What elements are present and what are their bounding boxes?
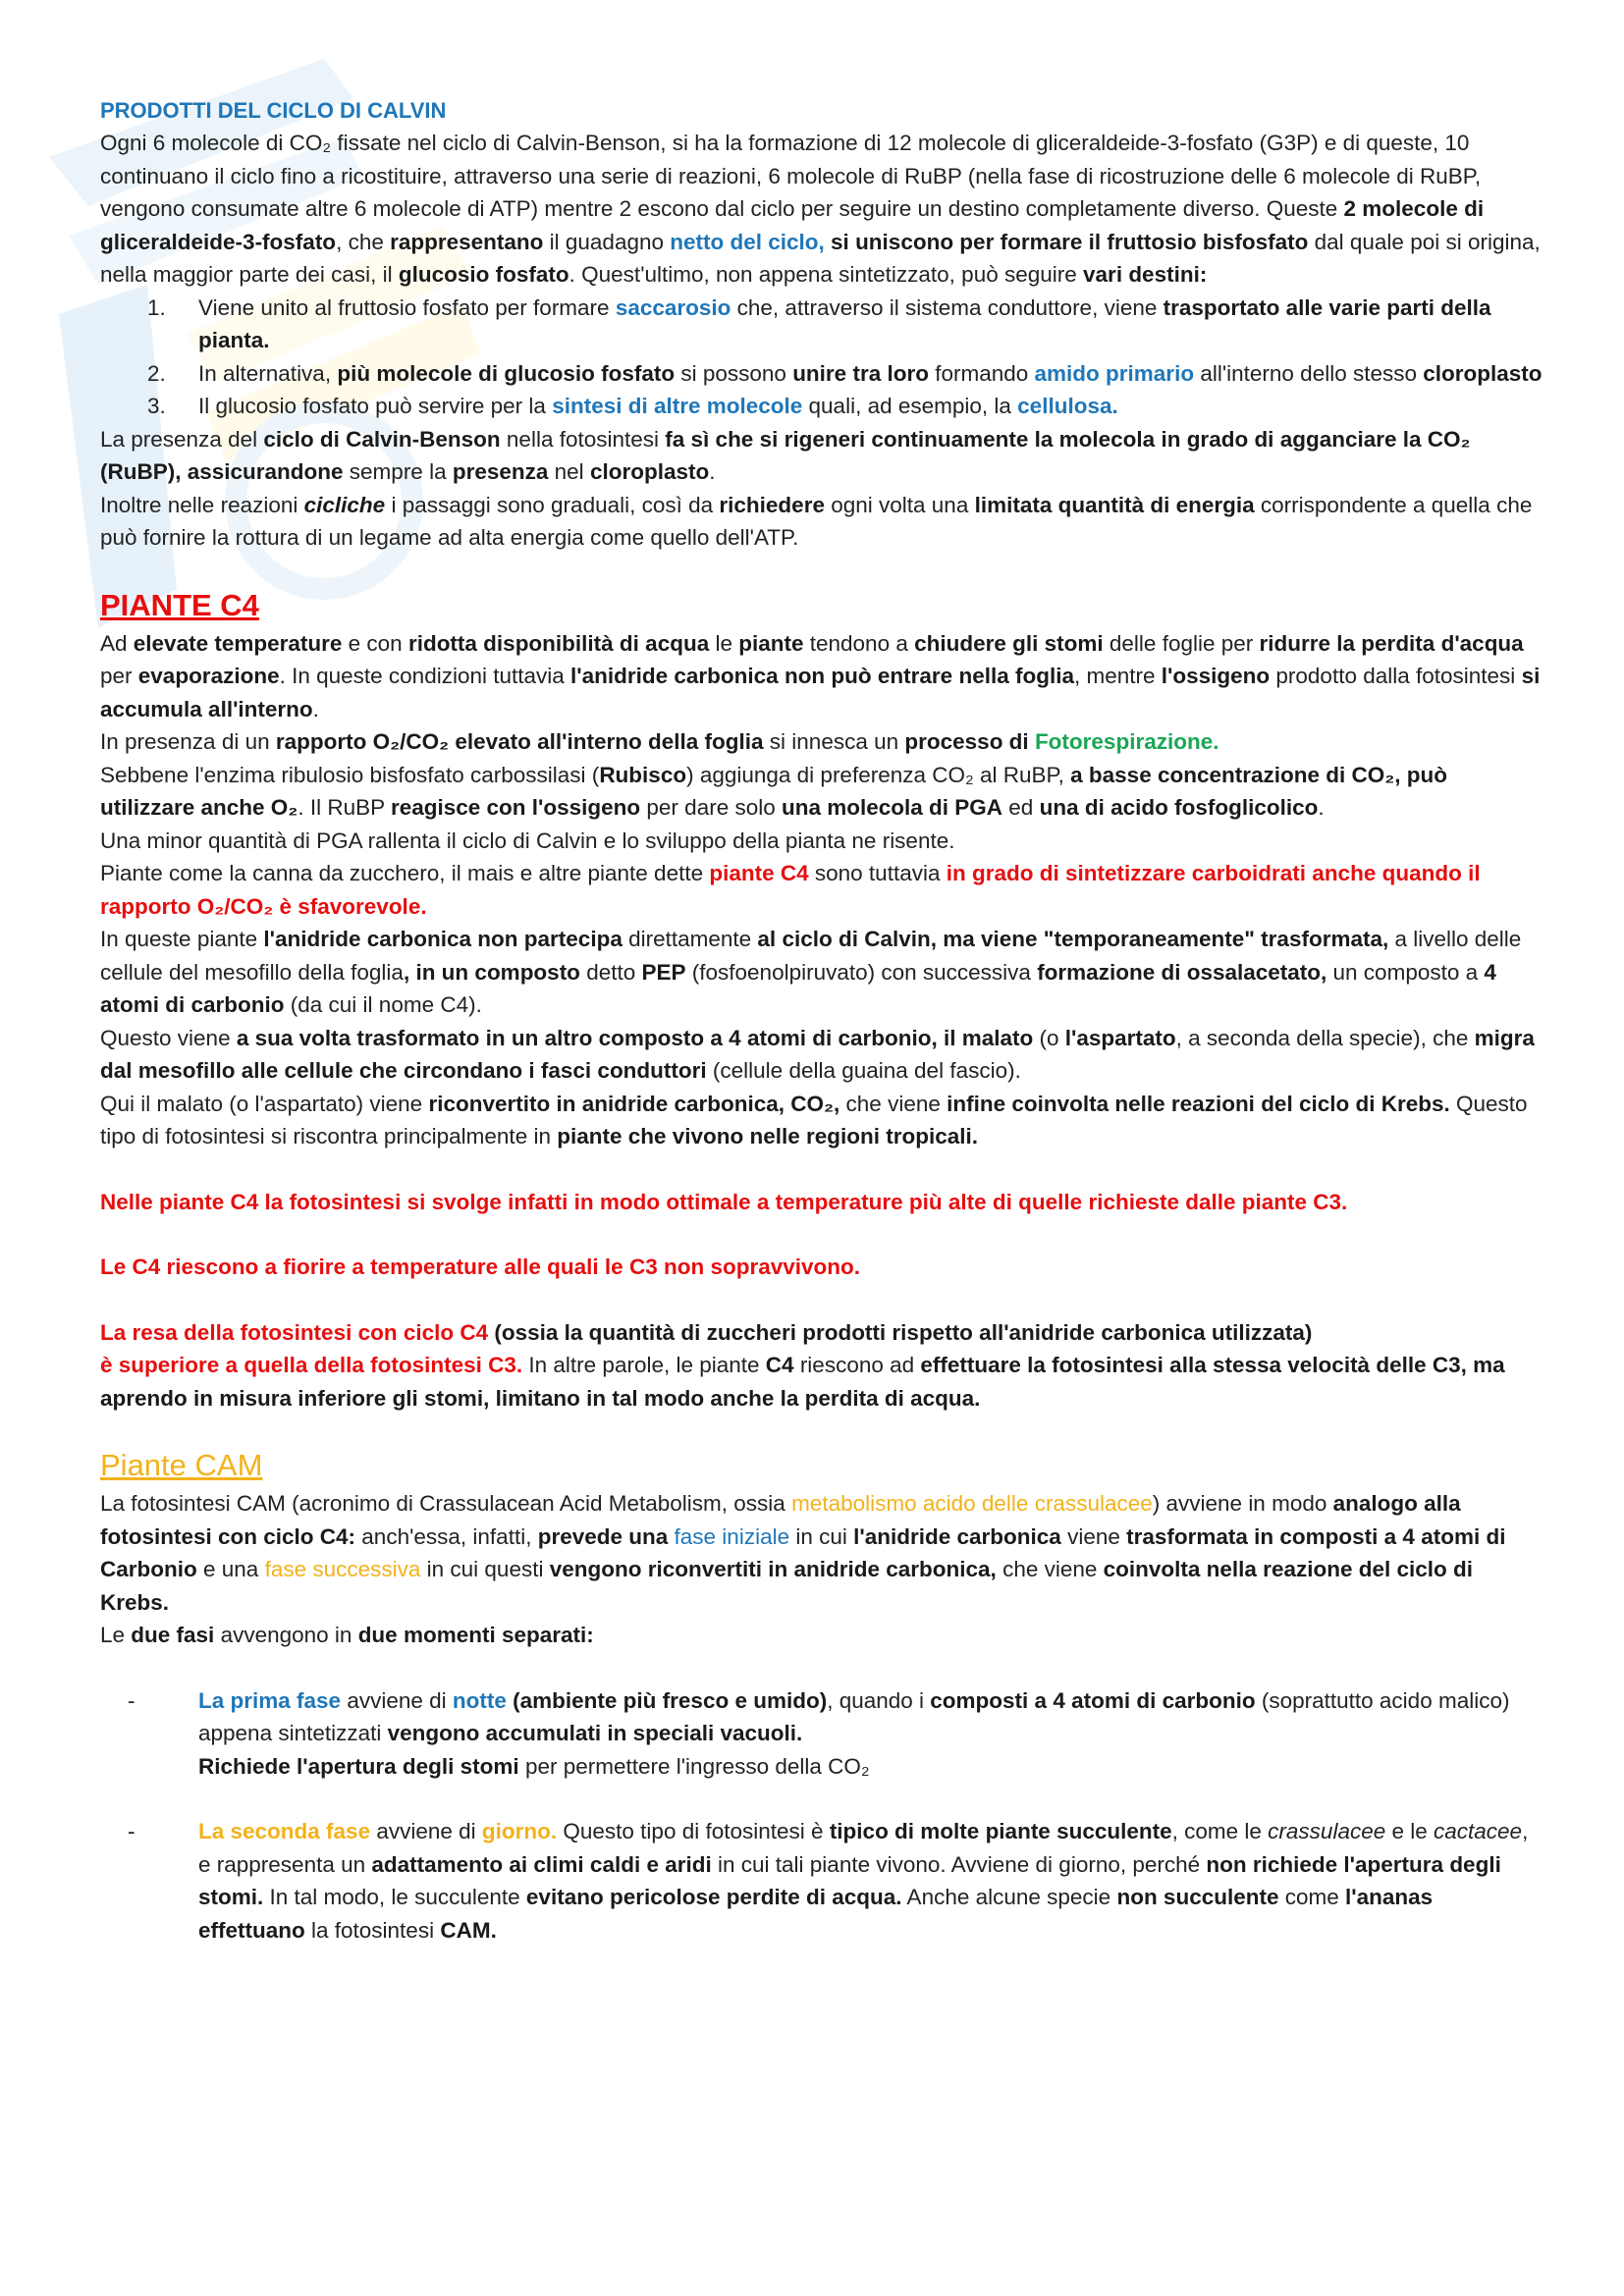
list-item: 1. Viene unito al fruttosio fosfato per formare saccarosio che, attraverso il sistema conduttore, viene trasportato alle varie parti della pianta. — [147, 294, 1491, 352]
c4-paragraph-8: Qui il malato (o l'aspartato) viene riconvertito in anidride carbonica, CO₂, che viene infine coinvolta nelle reazioni del ciclo di Krebs. Questo tipo di fotosintesi si riscontra principalmente in piante che vivono nelle regioni tropicali. — [100, 1091, 1528, 1148]
cam-paragraph-2: Le due fasi avvengono in due momenti separati: — [100, 1623, 594, 1647]
cam-phases-list — [100, 1684, 1543, 1948]
c4-paragraph-9: La resa della fotosintesi con ciclo C4 (ossia la quantità di zuccheri prodotti rispetto all'anidride carbonica utilizzata) è superiore a quella della fotosintesi C3. In altre parole, le piante C4 riescono ad effettuare la fotosintesi alla stessa velocità delle C3, ma aprendo in misura inferiore gli stomi, limitano in tal modo anche la perdita di acqua. — [100, 1319, 1505, 1411]
c4-paragraph-4: Una minor quantità di PGA rallenta il ciclo di Calvin e lo sviluppo della pianta ne risente. — [100, 828, 955, 853]
c4-paragraph-7: Questo viene a sua volta trasformato in un altro composto a 4 atomi di carbonio, il malato (o l'aspartato, a seconda della specie), che migra dal mesofillo alle cellule che circondano i fasci conduttori (cellule della guaina del fascio). — [100, 1025, 1535, 1083]
c4-paragraph-5: Piante come la canna da zucchero, il mais e altre piante dette piante C4 sono tuttavia in grado di sintetizzare carboidrati anche quando il rapporto O₂/CO₂ è sfavorevole. — [100, 861, 1481, 919]
calvin-paragraph-3: Inoltre nelle reazioni cicliche i passaggi sono graduali, così da richiedere ogni volta una limitata quantità di energia corrispondente a quella che può fornire la rottura di un legame ad alta energia come quello dell'ATP. — [100, 492, 1533, 550]
list-item: 3. Il glucosio fosfato può servire per la sintesi di altre molecole quali, ad esempio, la cellulosa. — [147, 394, 1118, 418]
calvin-paragraph-2: La presenza del ciclo di Calvin-Benson nella fotosintesi fa sì che si rigeneri continuamente la molecola in grado di agganciare la CO₂ (RuBP), assicurandone sempre la presenza nel cloroplasto. — [100, 426, 1471, 484]
list-item: - La prima fase avviene di notte (ambiente più fresco e umido), quando i composti a 4 atomi di carbonio (soprattutto acido malico) appena sintetizzati vengono accumulati in speciali vacuoli. Richiede l'apertura degli stomi per permettere l'ingresso della CO₂ — [128, 1687, 1510, 1779]
calvin-destinies-list — [100, 292, 1543, 423]
c4-paragraph-6: In queste piante l'anidride carbonica non partecipa direttamente al ciclo di Calvin, ma viene "temporaneamente" trasformata, a livello delle cellule del mesofillo della foglia, in un composto detto PEP (fosfoenolpiruvato) con successiva formazione di ossalacetato, un composto a 4 atomi di carbonio (da cui il nome C4). — [100, 927, 1522, 1017]
cam-heading: Piante CAM — [100, 1448, 263, 1482]
calvin-paragraph-1: Ogni 6 molecole di CO₂ fissate nel ciclo di Calvin-Benson, si ha la formazione di 12 molecole di gliceraldeide-3-fosfato (G3P) e di queste, 10 continuano il ciclo fino a ricostituire, attraverso una serie di reazioni, 6 molecole di RuBP (nella fase di ricostruzione delle 6 molecole di RuBP, vengono consumate altre 6 molecole di ATP) mentre 2 escono dal ciclo per seguire un destino completamente diverso. Queste 2 molecole di gliceraldeide-3-fosfato, che rappresentano il guadagno netto del ciclo, si uniscono per formare il fruttosio bisfosfato dal quale poi si origina, nella maggior parte dei casi, il glucosio fosfato. Quest'ultimo, non appena sintetizzato, può seguire vari destini: — [100, 131, 1541, 287]
list-item: - La seconda fase avviene di giorno. Questo tipo di fotosintesi è tipico di molte piante succulente, come le crassulacee e le cactacee, e rappresenta un adattamento ai climi caldi e aridi in cui tali piante vivono. Avviene di giorno, perché non richiede l'apertura degli stomi. In tal modo, le succulente evitano pericolose perdite di acqua. Anche alcune specie non succulente come l'ananas effettuano la fotosintesi CAM. — [128, 1819, 1529, 1943]
cam-paragraph-1: La fotosintesi CAM (acronimo di Crassulacean Acid Metabolism, ossia metabolismo acido delle crassulacee) avviene in modo analogo alla fotosintesi con ciclo C4: anch'essa, infatti, prevede una fase iniziale in cui l'anidride carbonica viene trasformata in composti a 4 atomi di Carbonio e una fase successiva in cui questi vengono riconvertiti in anidride carbonica, che viene coinvolta nella reazione del ciclo di Krebs. — [100, 1491, 1506, 1615]
c4-heading: PIANTE C4 — [100, 587, 259, 622]
c4-paragraph-2: In presenza di un rapporto O₂/CO₂ elevato all'interno della foglia si innesca un processo di Fotorespirazione. — [100, 729, 1219, 754]
calvin-heading: PRODOTTI DEL CICLO DI CALVIN — [100, 98, 447, 123]
c4-highlight-1: Nelle piante C4 la fotosintesi si svolge infatti in modo ottimale a temperature più alte di quelle richieste dalle piante C3. — [100, 1189, 1348, 1214]
c4-paragraph-3: Sebbene l'enzima ribulosio bisfosfato carbossilasi (Rubisco) aggiunga di preferenza CO₂ al RuBP, a basse concentrazione di CO₂, può utilizzare anche O₂. Il RuBP reagisce con l'ossigeno per dare solo una molecola di PGA ed una di acido fosfoglicolico. — [100, 762, 1447, 820]
document-content — [100, 94, 1543, 1947]
c4-highlight-2: Le C4 riescono a fiorire a temperature alle quali le C3 non sopravvivono. — [100, 1255, 860, 1279]
list-item: 2. In alternativa, più molecole di glucosio fosfato si possono unire tra loro formando amido primario all'interno dello stesso cloroplasto — [147, 360, 1543, 386]
c4-paragraph-1: Ad elevate temperature e con ridotta disponibilità di acqua le piante tendono a chiudere gli stomi delle foglie per ridurre la perdita d'acqua per evaporazione. In queste condizioni tuttavia l'anidride carbonica non può entrare nella foglia, mentre l'ossigeno prodotto dalla fotosintesi si accumula all'interno. — [100, 630, 1541, 721]
